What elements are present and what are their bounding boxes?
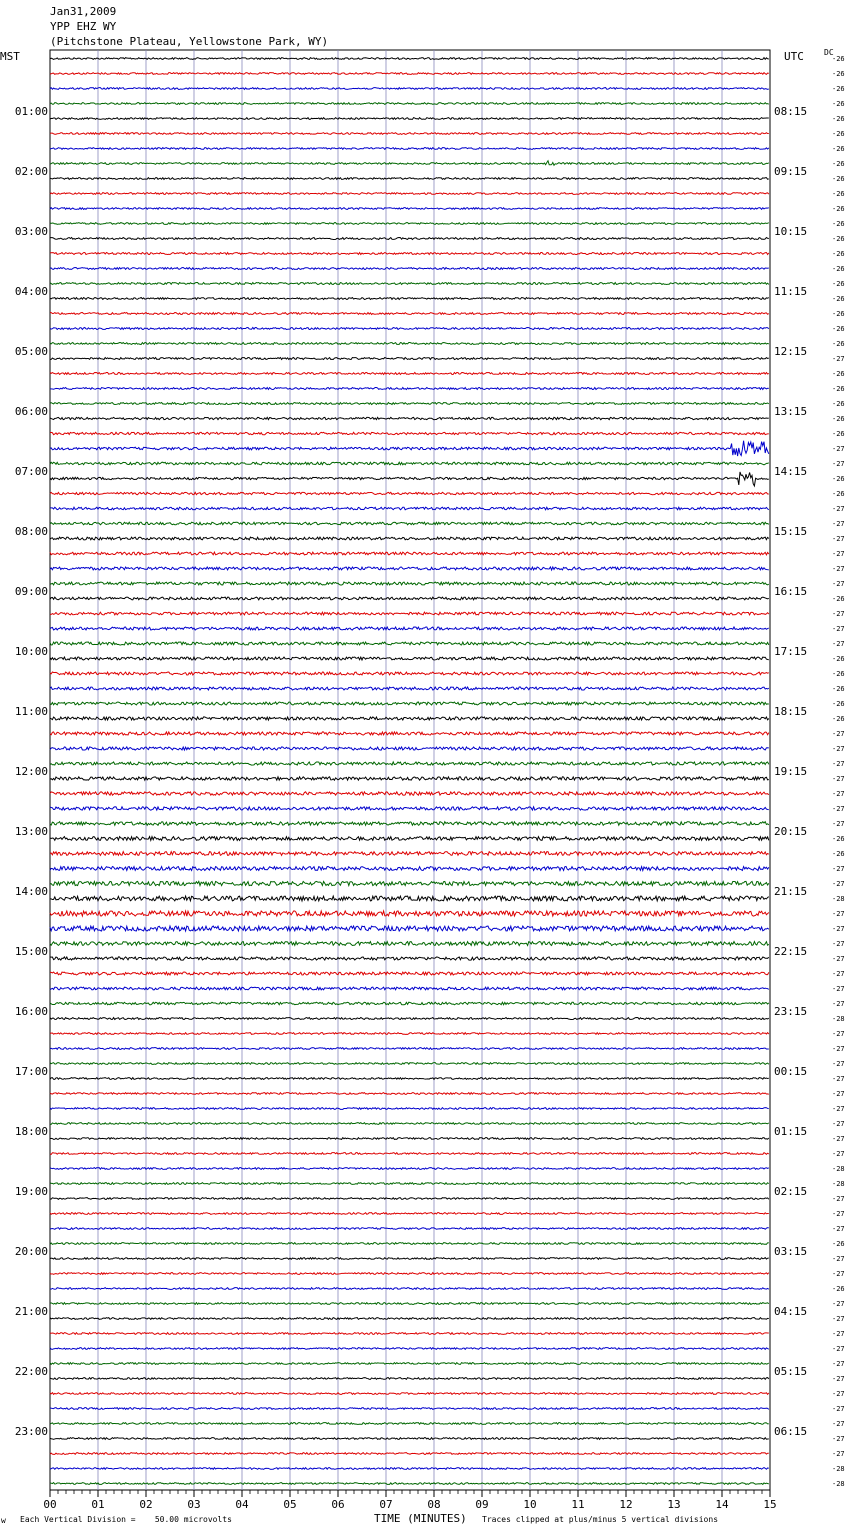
- dc-offset-label: -27: [832, 505, 845, 513]
- seismic-trace-row: [50, 1408, 769, 1410]
- utc-hour-label: 12:15: [774, 345, 808, 358]
- dc-offset-label: -27: [832, 1360, 845, 1368]
- mst-hour-label: 14:00: [14, 885, 48, 898]
- dc-offset-label: -27: [832, 1270, 845, 1278]
- mst-hour-label: 07:00: [14, 465, 48, 478]
- x-tick-label: 08: [427, 1498, 441, 1511]
- seismic-trace-row: [50, 373, 769, 375]
- header-station: YPP EHZ WY: [50, 20, 117, 33]
- seismic-trace-row: [50, 702, 769, 705]
- dc-offset-label: -27: [832, 925, 845, 933]
- seismic-trace-row: [50, 522, 769, 525]
- dc-offset-label: -27: [832, 970, 845, 978]
- seismic-trace-row: [50, 1348, 769, 1350]
- seismic-trace-row: [50, 1078, 769, 1080]
- mst-hour-label: 12:00: [14, 765, 48, 778]
- mst-hour-label: 01:00: [14, 105, 48, 118]
- dc-offset-label: -27: [832, 1030, 845, 1038]
- seismic-trace-row: [50, 313, 769, 315]
- dc-offset-label: -27: [832, 535, 845, 543]
- dc-offset-label: -27: [832, 730, 845, 738]
- x-tick-label: 00: [43, 1498, 57, 1511]
- seismic-trace-row: [50, 1048, 769, 1050]
- dc-offset-label: -27: [832, 820, 845, 828]
- seismic-trace-row: [50, 567, 769, 570]
- x-tick-label: 04: [235, 1498, 249, 1511]
- seismic-trace-row: [50, 253, 769, 255]
- seismic-trace-row: [50, 1273, 769, 1275]
- dc-offset-label: -27: [832, 1210, 845, 1218]
- seismic-trace-row: [50, 1423, 769, 1425]
- seismic-trace-row: [50, 268, 769, 270]
- seismic-trace-row: [50, 1063, 769, 1065]
- dc-offset-label: -27: [832, 775, 845, 783]
- dc-offset-label: -26: [832, 145, 845, 153]
- dc-offset-label: -26: [832, 70, 845, 78]
- dc-offset-label: -26: [832, 835, 845, 843]
- seismic-trace-row: [50, 507, 769, 510]
- utc-hour-label: 13:15: [774, 405, 808, 418]
- dc-offset-label: -26: [832, 115, 845, 123]
- seismic-trace-row: [50, 133, 769, 135]
- mst-hour-label: 21:00: [14, 1305, 48, 1318]
- dc-offset-label: -26: [832, 700, 845, 708]
- utc-hour-label: 22:15: [774, 945, 808, 958]
- seismic-trace-row: [50, 1018, 769, 1020]
- dc-offset-label: -27: [832, 1000, 845, 1008]
- dc-offset-label: -26: [832, 475, 845, 483]
- x-tick-label: 01: [91, 1498, 105, 1511]
- dc-offset-label: -26: [832, 85, 845, 93]
- seismic-trace-row: [50, 118, 769, 120]
- dc-offset-label: -26: [832, 415, 845, 423]
- seismic-trace-row: [50, 1108, 769, 1110]
- seismic-trace-row: [50, 762, 769, 765]
- seismic-trace-row: [50, 777, 769, 780]
- seismic-trace-row: [50, 1318, 769, 1320]
- x-tick-label: 05: [283, 1498, 297, 1511]
- dc-offset-label: -27: [832, 550, 845, 558]
- seismic-trace-row: [50, 972, 769, 975]
- seismic-trace-row: [50, 911, 769, 916]
- dc-offset-label: -27: [832, 1105, 845, 1113]
- seismic-trace-row: [50, 298, 769, 300]
- seismic-trace-row: [50, 492, 769, 494]
- x-tick-label: 02: [139, 1498, 153, 1511]
- seismic-trace-row: [50, 58, 769, 60]
- seismic-trace-row: [50, 358, 769, 360]
- seismic-trace-row: [50, 1483, 769, 1485]
- seismic-trace-row: [50, 1438, 769, 1440]
- dc-offset-label: -26: [832, 385, 845, 393]
- seismic-trace-row: [50, 881, 769, 885]
- header-location: (Pitchstone Plateau, Yellowstone Park, WY): [50, 35, 329, 48]
- dc-offset-label: -27: [832, 1135, 845, 1143]
- dc-offset-label: -27: [832, 1390, 845, 1398]
- seismic-trace-row: [50, 328, 769, 330]
- dc-offset-label: -26: [832, 190, 845, 198]
- utc-hour-label: 02:15: [774, 1185, 808, 1198]
- x-tick-label: 11: [571, 1498, 585, 1511]
- utc-hour-label: 06:15: [774, 1425, 808, 1438]
- dc-offset-label: -26: [832, 220, 845, 228]
- seismic-trace-row: [50, 1168, 769, 1170]
- seismic-trace-row: [50, 1243, 769, 1245]
- seismic-trace-row: [50, 472, 769, 486]
- dc-offset-label: -26: [832, 370, 845, 378]
- mst-hour-label: 08:00: [14, 525, 48, 538]
- dc-column-label: DC: [824, 48, 834, 57]
- x-tick-label: 15: [763, 1498, 777, 1511]
- mst-hour-label: 19:00: [14, 1185, 48, 1198]
- seismic-trace-row: [50, 822, 769, 826]
- seismic-trace-row: [50, 942, 769, 946]
- scale-note: Each Vertical Division = 50.00 microvolts: [20, 1515, 232, 1524]
- seismic-trace-row: [50, 193, 769, 195]
- x-axis-title: TIME (MINUTES): [374, 1512, 467, 1525]
- dc-offset-label: -27: [832, 355, 845, 363]
- dc-offset-label: -27: [832, 1045, 845, 1053]
- x-tick-label: 10: [523, 1498, 537, 1511]
- seismic-trace-row: [50, 1183, 769, 1185]
- mst-hour-label: 09:00: [14, 585, 48, 598]
- seismic-trace-row: [50, 462, 769, 465]
- seismic-trace-row: [50, 792, 769, 795]
- left-timezone-label: MST: [0, 50, 20, 63]
- seismic-trace-row: [50, 582, 769, 585]
- seismic-trace-row: [50, 1093, 769, 1095]
- x-tick-label: 06: [331, 1498, 345, 1511]
- dc-offset-label: -27: [832, 1345, 845, 1353]
- utc-hour-label: 03:15: [774, 1245, 808, 1258]
- seismic-trace-row: [50, 1333, 769, 1335]
- mst-hour-label: 03:00: [14, 225, 48, 238]
- dc-offset-label: -27: [832, 745, 845, 753]
- mst-hour-label: 13:00: [14, 825, 48, 838]
- dc-offset-label: -27: [832, 955, 845, 963]
- seismic-trace-row: [50, 672, 769, 675]
- seismic-trace-row: [50, 642, 769, 645]
- seismic-trace-row: [50, 1002, 769, 1005]
- seismic-trace-row: [50, 1288, 769, 1290]
- dc-offset-label: -27: [832, 610, 845, 618]
- dc-offset-label: -28: [832, 1480, 845, 1488]
- seismic-trace-row: [50, 103, 769, 105]
- utc-hour-label: 18:15: [774, 705, 808, 718]
- dc-offset-label: -27: [832, 790, 845, 798]
- x-tick-label: 09: [475, 1498, 489, 1511]
- dc-offset-label: -27: [832, 640, 845, 648]
- dc-offset-label: -26: [832, 850, 845, 858]
- seismic-trace-row: [50, 1378, 769, 1380]
- dc-offset-label: -26: [832, 715, 845, 723]
- mst-hour-label: 16:00: [14, 1005, 48, 1018]
- seismic-trace-row: [50, 896, 769, 901]
- dc-offset-label: -28: [832, 895, 845, 903]
- dc-offset-label: -27: [832, 1060, 845, 1068]
- mst-hour-label: 23:00: [14, 1425, 48, 1438]
- seismic-trace-row: [50, 432, 769, 434]
- seismic-trace-row: [50, 1198, 769, 1200]
- dc-offset-label: -26: [832, 250, 845, 258]
- utc-hour-label: 15:15: [774, 525, 808, 538]
- x-tick-label: 07: [379, 1498, 393, 1511]
- dc-offset-label: -26: [832, 295, 845, 303]
- dc-offset-label: -26: [832, 265, 845, 273]
- dc-offset-label: -26: [832, 685, 845, 693]
- seismic-trace-row: [50, 388, 769, 390]
- dc-offset-label: -26: [832, 160, 845, 168]
- seismic-trace-row: [50, 343, 769, 345]
- mst-hour-label: 20:00: [14, 1245, 48, 1258]
- seismic-trace-row: [50, 1123, 769, 1125]
- seismic-trace-row: [50, 238, 769, 240]
- utc-hour-label: 08:15: [774, 105, 808, 118]
- dc-offset-label: -26: [832, 175, 845, 183]
- dc-offset-label: -27: [832, 520, 845, 528]
- seismic-trace-row: [50, 1228, 769, 1230]
- x-tick-label: 14: [715, 1498, 729, 1511]
- mst-hour-label: 04:00: [14, 285, 48, 298]
- dc-offset-label: -26: [832, 235, 845, 243]
- seismic-trace-row: [50, 1033, 769, 1035]
- mst-hour-label: 05:00: [14, 345, 48, 358]
- dc-offset-label: -27: [832, 880, 845, 888]
- right-timezone-label: UTC: [784, 50, 804, 63]
- dc-offset-label: -27: [832, 910, 845, 918]
- dc-offset-label: -27: [832, 1330, 845, 1338]
- dc-offset-label: -26: [832, 55, 845, 63]
- utc-hour-label: 01:15: [774, 1125, 808, 1138]
- dc-offset-label: -26: [832, 340, 845, 348]
- seismic-trace-row: [50, 837, 769, 841]
- mst-hour-label: 02:00: [14, 165, 48, 178]
- dc-offset-label: -27: [832, 445, 845, 453]
- mst-hour-label: 22:00: [14, 1365, 48, 1378]
- mst-hour-label: 15:00: [14, 945, 48, 958]
- clip-note: Traces clipped at plus/minus 5 vertical divisions: [482, 1515, 719, 1524]
- dc-offset-label: -26: [832, 595, 845, 603]
- dc-offset-label: -27: [832, 865, 845, 873]
- utc-hour-label: 20:15: [774, 825, 808, 838]
- seismic-trace-row: [50, 223, 769, 225]
- utc-hour-label: 23:15: [774, 1005, 808, 1018]
- seismic-trace-row: [50, 687, 769, 690]
- seismic-trace-row: [50, 612, 769, 615]
- dc-offset-label: -28: [832, 1165, 845, 1173]
- seismic-trace-row: [50, 1468, 769, 1470]
- dc-offset-label: -28: [832, 1015, 845, 1023]
- dc-offset-label: -27: [832, 1195, 845, 1203]
- seismic-trace-row: [50, 657, 769, 660]
- seismic-trace-row: [50, 1453, 769, 1455]
- utc-hour-label: 05:15: [774, 1365, 808, 1378]
- seismic-trace-row: [50, 1213, 769, 1215]
- seismic-trace-row: [50, 957, 769, 960]
- utc-hour-label: 00:15: [774, 1065, 808, 1078]
- x-tick-label: 13: [667, 1498, 681, 1511]
- utc-hour-label: 11:15: [774, 285, 808, 298]
- dc-offset-label: -27: [832, 940, 845, 948]
- seismic-trace-row: [50, 441, 769, 456]
- utc-hour-label: 04:15: [774, 1305, 808, 1318]
- seismic-trace-row: [50, 852, 769, 856]
- seismic-trace-row: [50, 403, 769, 405]
- dc-offset-label: -27: [832, 1150, 845, 1158]
- seismic-trace-row: [50, 807, 769, 810]
- utc-hour-label: 09:15: [774, 165, 808, 178]
- dc-offset-label: -27: [832, 580, 845, 588]
- dc-offset-label: -27: [832, 1120, 845, 1128]
- seismic-trace-row: [50, 552, 769, 555]
- utc-hour-label: 19:15: [774, 765, 808, 778]
- dc-offset-label: -26: [832, 310, 845, 318]
- dc-offset-label: -27: [832, 805, 845, 813]
- dc-offset-label: -27: [832, 985, 845, 993]
- dc-offset-label: -26: [832, 130, 845, 138]
- dc-offset-label: -26: [832, 490, 845, 498]
- dc-offset-label: -27: [832, 760, 845, 768]
- seismic-trace-row: [50, 867, 769, 871]
- seismic-trace-row: [50, 283, 769, 285]
- dc-offset-label: -27: [832, 1300, 845, 1308]
- dc-offset-label: -26: [832, 1285, 845, 1293]
- seismic-trace-row: [50, 537, 769, 540]
- dc-offset-label: -28: [832, 1465, 845, 1473]
- dc-offset-label: -26: [832, 280, 845, 288]
- x-tick-label: 03: [187, 1498, 201, 1511]
- mst-hour-label: 11:00: [14, 705, 48, 718]
- utc-hour-label: 16:15: [774, 585, 808, 598]
- header-date: Jan31,2009: [50, 5, 117, 18]
- mst-hour-label: 06:00: [14, 405, 48, 418]
- dc-offset-label: -27: [832, 1375, 845, 1383]
- dc-offset-label: -27: [832, 625, 845, 633]
- seismic-trace-row: [50, 1138, 769, 1140]
- seismic-trace-row: [50, 1393, 769, 1395]
- seismic-trace-row: [50, 73, 769, 75]
- seismic-trace-row: [50, 732, 769, 735]
- seismic-trace-row: [50, 747, 769, 750]
- dc-offset-label: -27: [832, 1225, 845, 1233]
- dc-offset-label: -27: [832, 1090, 845, 1098]
- seismic-trace-row: [50, 926, 769, 931]
- seismic-trace-row: [50, 1303, 769, 1305]
- seismic-trace-row: [50, 148, 769, 150]
- seismic-trace-row: [50, 1363, 769, 1365]
- utc-hour-label: 17:15: [774, 645, 808, 658]
- utc-hour-label: 14:15: [774, 465, 808, 478]
- dc-offset-label: -26: [832, 100, 845, 108]
- dc-offset-label: -27: [832, 1255, 845, 1263]
- seismic-trace-row: [50, 987, 769, 990]
- seismic-trace-row: [50, 717, 769, 720]
- seismic-trace-row: [50, 1258, 769, 1260]
- seismic-trace-row: [50, 627, 769, 630]
- mst-hour-label: 10:00: [14, 645, 48, 658]
- seismic-trace-row: [50, 161, 769, 166]
- dc-offset-label: -26: [832, 400, 845, 408]
- dc-offset-label: -26: [832, 325, 845, 333]
- mst-hour-label: 18:00: [14, 1125, 48, 1138]
- utc-hour-label: 10:15: [774, 225, 808, 238]
- dc-offset-label: -27: [832, 1450, 845, 1458]
- dc-offset-label: -27: [832, 460, 845, 468]
- dc-offset-label: -26: [832, 670, 845, 678]
- seismic-trace-row: [50, 597, 769, 600]
- dc-offset-label: -27: [832, 1435, 845, 1443]
- corner-mark: w: [1, 1516, 6, 1525]
- dc-offset-label: -27: [832, 1315, 845, 1323]
- utc-hour-label: 21:15: [774, 885, 808, 898]
- x-tick-label: 12: [619, 1498, 633, 1511]
- dc-offset-label: -28: [832, 1180, 845, 1188]
- dc-offset-label: -27: [832, 1420, 845, 1428]
- dc-offset-label: -27: [832, 1075, 845, 1083]
- dc-offset-label: -26: [832, 655, 845, 663]
- seismic-trace-row: [50, 1153, 769, 1155]
- seismic-trace-row: [50, 88, 769, 90]
- dc-offset-label: -26: [832, 1240, 845, 1248]
- dc-offset-label: -26: [832, 205, 845, 213]
- dc-offset-label: -27: [832, 565, 845, 573]
- dc-offset-label: -26: [832, 430, 845, 438]
- seismic-trace-row: [50, 178, 769, 180]
- dc-offset-label: -27: [832, 1405, 845, 1413]
- seismic-trace-row: [50, 417, 769, 419]
- mst-hour-label: 17:00: [14, 1065, 48, 1078]
- seismic-trace-row: [50, 208, 769, 210]
